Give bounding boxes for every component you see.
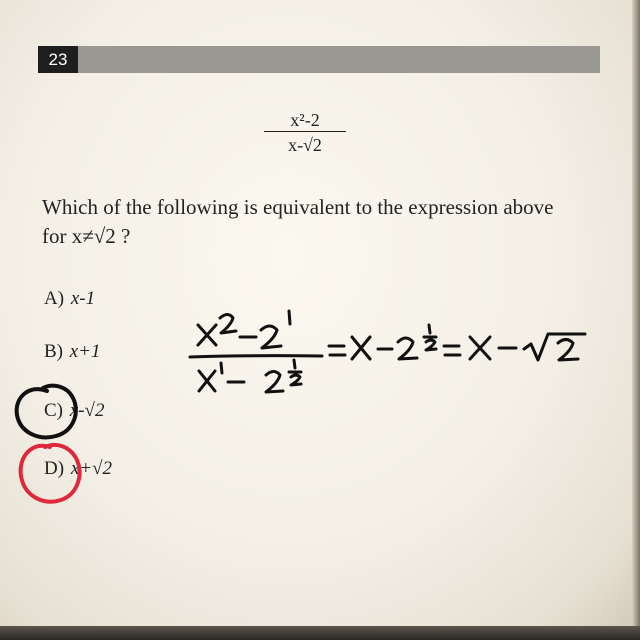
monitor-bezel-right bbox=[632, 0, 640, 640]
choice-c-expression: x-√2 bbox=[69, 400, 105, 421]
choice-c-letter: C) bbox=[44, 400, 63, 421]
choice-a[interactable] bbox=[44, 288, 95, 310]
choice-c[interactable] bbox=[44, 400, 104, 422]
question-header-bar bbox=[38, 46, 600, 73]
question-text-line-2: for x≠√2 ? bbox=[42, 224, 131, 248]
choice-d-letter: D) bbox=[44, 458, 65, 479]
choice-a-letter: A) bbox=[44, 288, 65, 309]
choice-a-expression: x-1 bbox=[70, 288, 96, 309]
choice-d[interactable] bbox=[44, 458, 112, 480]
monitor-bezel-bottom bbox=[0, 626, 640, 640]
question-number: 23 bbox=[38, 46, 78, 73]
choice-b[interactable] bbox=[44, 341, 101, 363]
choice-d-expression: x+√2 bbox=[70, 458, 112, 479]
expression-fraction bbox=[260, 110, 350, 156]
choice-b-letter: B) bbox=[44, 341, 63, 362]
fraction-numerator: x²-2 bbox=[290, 110, 320, 130]
fraction-bar bbox=[264, 131, 346, 132]
choice-b-expression: x+1 bbox=[69, 341, 101, 362]
fraction-denominator: x-√2 bbox=[288, 135, 322, 155]
question-text-line-1: Which of the following is equivalent to the expression above bbox=[42, 195, 554, 219]
question-text bbox=[42, 193, 617, 251]
